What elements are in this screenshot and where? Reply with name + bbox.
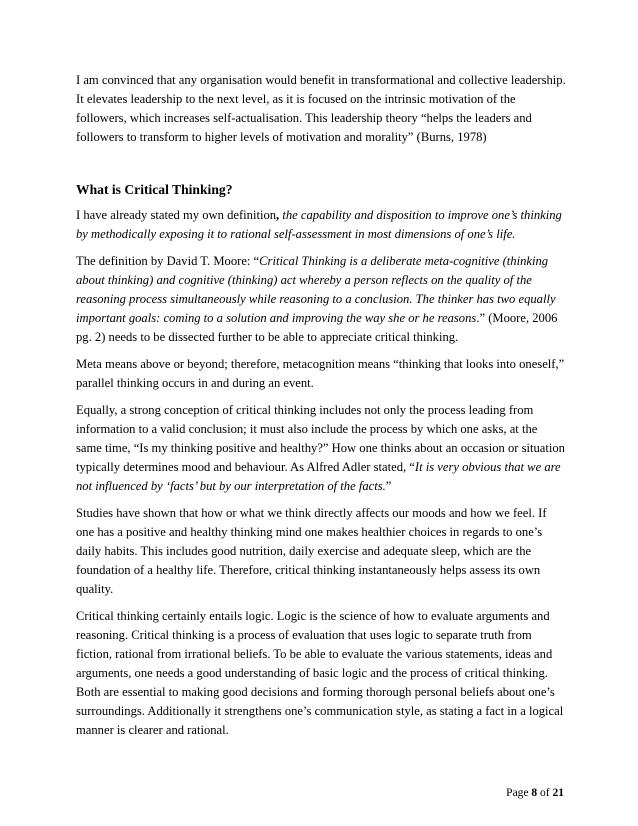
intro-paragraph: I am convinced that any organisation would benefit in transformational and collective leadership. It elevates leadership to the next level, as it is focused on the intrinsic motivation of the followers, which increases self-actualisation. This leadership theory “helps the leaders and followers to transform to higher levels of motivation and morality” (Burns, 1978): [76, 73, 566, 144]
moore-quote: Critical Thinking is a deliberate meta-cognitive (thinking about thinking) and cognitive (thinking) act whereby a person reflects on the quality of the reasoning process simultaneously while reasoning to a conclusion. The thinker has two equally important goals: coming to a solution and improving the way she or he reasons: [76, 254, 556, 325]
conception-paragraph: [76, 401, 566, 496]
definition-italic: the capability and disposition to improve one’s thinking by methodically exposing it to rational self-assessment in most dimensions of one’s life.: [76, 208, 562, 241]
page-label: Page: [506, 787, 529, 799]
adler-quote: It is very obvious that we are not influenced by ‘facts’ but by our interpretation of the facts.: [76, 460, 561, 493]
page-number: 8: [531, 787, 538, 799]
section-heading: What is Critical Thinking?: [76, 182, 233, 197]
definition-paragraph: [76, 206, 566, 244]
definition-comma: ,: [276, 208, 280, 222]
meta-paragraph: Meta means above or beyond; therefore, metacognition means “thinking that looks into oneself,” parallel thinking occurs in and during an event.: [76, 357, 565, 390]
conception-tail: ”: [385, 479, 392, 493]
logic-paragraph: Critical thinking certainly entails logic. Logic is the science of how to evaluate arguments and reasoning. Critical thinking is a process of evaluation that uses logic to separate truth from fiction, rational from irrational beliefs. To be able to evaluate the various statements, ideas and arguments, one needs a good understanding of basic logic and the process of critical thinking. Both are essential to making good decisions and forming thorough personal beliefs about one’s surroundings. Additionally it strengthens one’s communication style, as stating a fact in a logical manner is clearer and rational.: [76, 609, 564, 737]
moore-paragraph: [76, 252, 566, 347]
definition-lead: I have already stated my own definition: [76, 208, 277, 222]
studies-paragraph: Studies have shown that how or what we think directly affects our moods and how we feel. If one has a positive and healthy thinking mind one makes healthier choices in regards to one’s daily habits. This includes good nutrition, daily exercise and adequate sleep, which are the foundation of a healthy life. Therefore, critical thinking instantaneously helps assess its own quality.: [76, 506, 547, 596]
page-total: 21: [552, 787, 564, 799]
of-label: of: [540, 787, 550, 799]
moore-tail: .” (Moore, 2006 pg. 2) needs to be dissected further to be able to appreciate critical thinking.: [76, 311, 558, 344]
moore-lead: The definition by David T. Moore: “: [76, 254, 260, 268]
conception-lead: Equally, a strong conception of critical thinking includes not only the process leading from information to a valid conclusion; it must also include the process by which one asks, at the same time, “Is my thinking positive and healthy?” How one thinks about an occasion or situation typically determines mood and behaviour. As Alfred Adler stated, “: [76, 403, 565, 474]
page-footer: [76, 786, 564, 800]
page-content: [76, 71, 566, 748]
section-spacer: [76, 147, 566, 180]
